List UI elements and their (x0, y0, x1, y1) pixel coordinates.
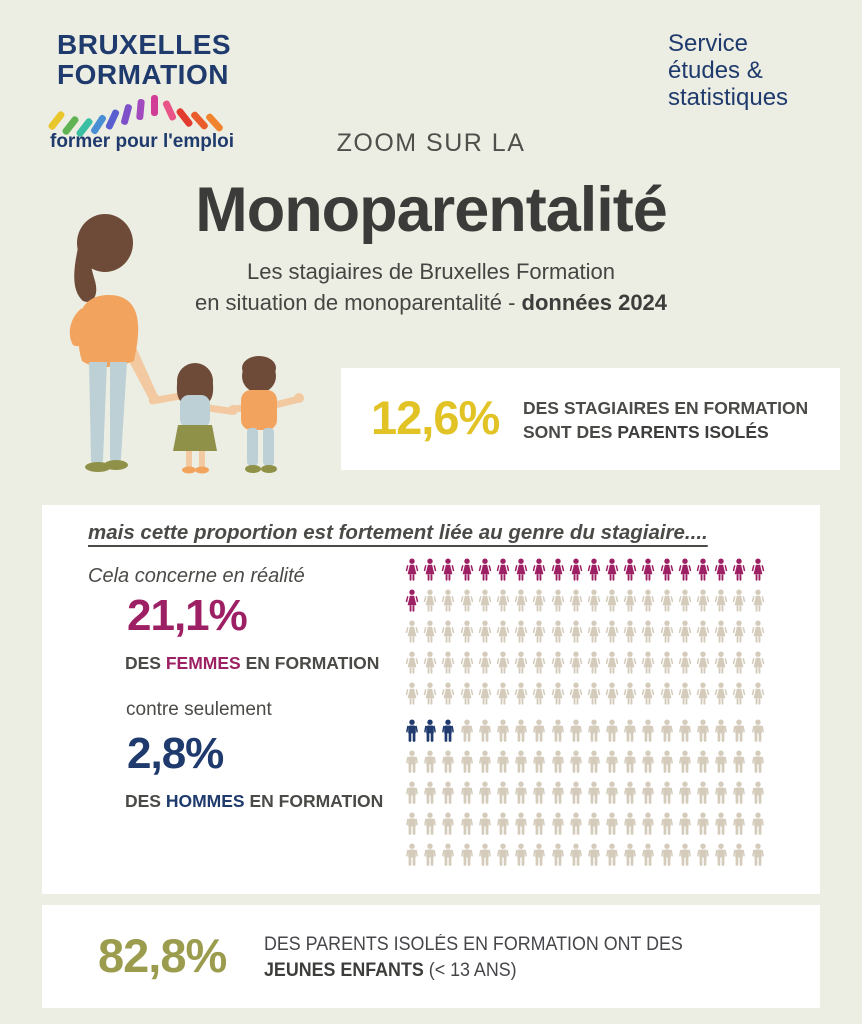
woman-icon (532, 557, 550, 588)
man-icon (514, 811, 532, 842)
woman-icon (660, 619, 678, 650)
brand-dash-icon (105, 109, 120, 131)
man-icon (678, 780, 696, 811)
man-icon (641, 749, 659, 780)
man-icon (569, 780, 587, 811)
woman-icon (514, 619, 532, 650)
woman-icon (478, 619, 496, 650)
man-icon (732, 749, 750, 780)
woman-icon (678, 588, 696, 619)
woman-icon (660, 650, 678, 681)
woman-icon (623, 681, 641, 712)
man-icon (460, 718, 478, 749)
man-icon (587, 718, 605, 749)
woman-icon (405, 619, 423, 650)
man-icon (478, 780, 496, 811)
woman-icon (532, 588, 550, 619)
man-icon (532, 780, 550, 811)
man-icon (478, 842, 496, 873)
woman-icon (660, 681, 678, 712)
man-icon (751, 780, 769, 811)
woman-icon (423, 557, 441, 588)
woman-icon (587, 588, 605, 619)
stat-overall-value: 12,6% (371, 391, 500, 444)
woman-icon (514, 681, 532, 712)
woman-icon (496, 588, 514, 619)
man-icon (551, 842, 569, 873)
mother-figure (70, 214, 159, 472)
man-icon (605, 718, 623, 749)
man-icon (423, 718, 441, 749)
man-icon (569, 811, 587, 842)
woman-icon (423, 619, 441, 650)
man-icon (623, 842, 641, 873)
brand-dash-icon (162, 100, 177, 122)
man-icon (496, 811, 514, 842)
man-icon (405, 718, 423, 749)
woman-icon (460, 588, 478, 619)
stat-overall-label: DES STAGIAIRES EN FORMATION SONT DES PARENTS ISOLÉS (523, 398, 809, 442)
man-icon (478, 811, 496, 842)
man-icon (532, 718, 550, 749)
man-icon (696, 811, 714, 842)
girl-figure (148, 363, 238, 474)
man-icon (514, 780, 532, 811)
woman-icon (641, 588, 659, 619)
stat-children-label: DES PARENTS ISOLÉS EN FORMATION ONT DES JEUNES ENFANTS (< 13 ANS) (264, 934, 683, 981)
man-icon (678, 749, 696, 780)
woman-icon (441, 619, 459, 650)
woman-icon (696, 681, 714, 712)
man-icon (532, 749, 550, 780)
man-icon (714, 811, 732, 842)
male-stat-label: DES HOMMES EN FORMATION (125, 791, 384, 811)
woman-icon (551, 557, 569, 588)
man-icon (478, 718, 496, 749)
female-stat-label: DES FEMMES EN FORMATION (125, 653, 380, 673)
man-icon (696, 780, 714, 811)
woman-icon (696, 650, 714, 681)
man-icon (732, 718, 750, 749)
woman-icon (678, 619, 696, 650)
man-icon (732, 811, 750, 842)
woman-icon (532, 619, 550, 650)
single-parent-family-illustration (45, 198, 313, 483)
service-label (668, 30, 788, 111)
woman-icon (460, 650, 478, 681)
woman-icon (751, 650, 769, 681)
woman-icon (751, 557, 769, 588)
woman-icon (605, 557, 623, 588)
woman-icon (478, 650, 496, 681)
man-icon (678, 811, 696, 842)
man-icon (751, 842, 769, 873)
woman-icon (551, 588, 569, 619)
man-icon (732, 842, 750, 873)
brand-dash-icon (151, 95, 158, 116)
man-icon (605, 780, 623, 811)
woman-icon (641, 557, 659, 588)
woman-icon (478, 681, 496, 712)
brand-dash-icon (175, 107, 193, 128)
man-icon (660, 780, 678, 811)
woman-icon (551, 650, 569, 681)
man-icon (551, 780, 569, 811)
woman-icon (496, 557, 514, 588)
woman-icon (660, 588, 678, 619)
man-icon (423, 780, 441, 811)
man-icon (460, 749, 478, 780)
woman-icon (441, 681, 459, 712)
woman-icon (587, 681, 605, 712)
woman-icon (569, 650, 587, 681)
man-icon (751, 718, 769, 749)
woman-icon (732, 681, 750, 712)
woman-icon (623, 588, 641, 619)
woman-icon (405, 557, 423, 588)
page-title: Monoparentalité (195, 175, 667, 245)
subtitle-line2: en situation de monoparentalité - données 2024 (194, 290, 668, 315)
man-icon (405, 749, 423, 780)
man-icon (587, 842, 605, 873)
woman-icon (696, 619, 714, 650)
man-icon (405, 780, 423, 811)
woman-icon (532, 650, 550, 681)
man-icon (441, 842, 459, 873)
man-icon (514, 718, 532, 749)
man-icon (441, 749, 459, 780)
brand-dash-icon (190, 110, 209, 130)
man-icon (751, 749, 769, 780)
man-icon (623, 749, 641, 780)
woman-icon (569, 588, 587, 619)
man-icon (532, 842, 550, 873)
man-icon (587, 811, 605, 842)
woman-icon (678, 681, 696, 712)
man-icon (641, 718, 659, 749)
man-icon (623, 811, 641, 842)
woman-icon (678, 650, 696, 681)
woman-icon (623, 650, 641, 681)
brand-tagline: former pour l'emploi (50, 131, 234, 152)
woman-icon (587, 557, 605, 588)
man-icon (623, 780, 641, 811)
man-icon (460, 842, 478, 873)
man-icon (441, 780, 459, 811)
woman-icon (660, 557, 678, 588)
man-icon (605, 811, 623, 842)
woman-icon (732, 650, 750, 681)
man-icon (714, 780, 732, 811)
man-icon (569, 842, 587, 873)
woman-icon (569, 557, 587, 588)
man-icon (641, 811, 659, 842)
woman-icon (605, 619, 623, 650)
woman-icon (587, 619, 605, 650)
man-icon (751, 811, 769, 842)
woman-icon (714, 619, 732, 650)
woman-icon (460, 619, 478, 650)
brand-logo (57, 30, 231, 90)
woman-icon (714, 650, 732, 681)
man-icon (514, 842, 532, 873)
man-icon (441, 718, 459, 749)
man-icon (569, 749, 587, 780)
female-stat-value: 21,1% (127, 591, 247, 640)
woman-icon (696, 557, 714, 588)
man-icon (569, 718, 587, 749)
man-icon (551, 811, 569, 842)
brand-dash-icon (136, 99, 145, 121)
kicker-text: ZOOM SUR LA (336, 129, 526, 157)
gender-panel-heading: mais cette proportion est fortement liée au genre du stagiaire.... (88, 521, 708, 544)
woman-icon (478, 588, 496, 619)
man-icon (551, 718, 569, 749)
woman-icon (641, 681, 659, 712)
man-icon (678, 718, 696, 749)
man-icon (496, 842, 514, 873)
woman-icon (714, 557, 732, 588)
woman-icon (405, 681, 423, 712)
woman-icon (460, 681, 478, 712)
woman-icon (569, 619, 587, 650)
man-icon (660, 811, 678, 842)
man-icon (423, 749, 441, 780)
woman-icon (714, 681, 732, 712)
man-icon (641, 780, 659, 811)
woman-icon (641, 650, 659, 681)
man-icon (696, 842, 714, 873)
man-icon (587, 780, 605, 811)
woman-icon (732, 619, 750, 650)
service-line3: statistiques (668, 84, 789, 111)
woman-icon (623, 619, 641, 650)
man-icon (587, 749, 605, 780)
man-icon (423, 842, 441, 873)
woman-icon (423, 681, 441, 712)
woman-icon (605, 650, 623, 681)
woman-icon (714, 588, 732, 619)
woman-icon (696, 588, 714, 619)
service-line1: Service (668, 30, 749, 57)
man-icon (496, 718, 514, 749)
woman-icon (605, 681, 623, 712)
woman-icon (441, 588, 459, 619)
woman-icon (551, 681, 569, 712)
man-icon (460, 780, 478, 811)
service-line2: études & (668, 57, 763, 84)
stat-children-value: 82,8% (98, 929, 227, 982)
man-icon (660, 842, 678, 873)
woman-icon (423, 588, 441, 619)
woman-icon (751, 619, 769, 650)
man-icon (732, 780, 750, 811)
woman-icon (751, 588, 769, 619)
woman-icon (514, 650, 532, 681)
man-icon (496, 749, 514, 780)
woman-icon (641, 619, 659, 650)
boy-figure (229, 356, 304, 473)
man-icon (660, 718, 678, 749)
man-icon (551, 749, 569, 780)
man-icon (405, 842, 423, 873)
gender-panel (42, 505, 820, 894)
woman-icon (732, 557, 750, 588)
woman-icon (751, 681, 769, 712)
woman-icon (732, 588, 750, 619)
man-icon (405, 811, 423, 842)
woman-icon (405, 650, 423, 681)
man-icon (514, 749, 532, 780)
man-icon (532, 811, 550, 842)
woman-icon (423, 650, 441, 681)
man-icon (696, 718, 714, 749)
woman-icon (514, 588, 532, 619)
subtitle-line1: Les stagiaires de Bruxelles Formation (246, 259, 616, 284)
male-stat-value: 2,8% (127, 729, 224, 778)
woman-icon (478, 557, 496, 588)
woman-icon (551, 619, 569, 650)
woman-icon (460, 557, 478, 588)
stat-overall-card (341, 368, 840, 470)
woman-icon (623, 557, 641, 588)
man-icon (623, 718, 641, 749)
woman-icon (441, 650, 459, 681)
man-icon (496, 780, 514, 811)
man-icon (460, 811, 478, 842)
woman-icon (569, 681, 587, 712)
brand-name-line1: BRUXELLES (57, 29, 232, 60)
man-icon (441, 811, 459, 842)
brand-dash-icon (120, 103, 132, 125)
woman-icon (532, 681, 550, 712)
man-icon (641, 842, 659, 873)
woman-icon (496, 619, 514, 650)
woman-icon (496, 650, 514, 681)
stat-children-card (42, 905, 820, 1008)
man-icon (714, 718, 732, 749)
brand-color-dashes-icon (53, 92, 228, 134)
man-icon (714, 749, 732, 780)
man-icon (605, 749, 623, 780)
woman-icon (587, 650, 605, 681)
connector-text: contre seulement (126, 699, 272, 720)
female-pictogram-grid (405, 557, 769, 712)
man-icon (423, 811, 441, 842)
man-icon (660, 749, 678, 780)
woman-icon (678, 557, 696, 588)
man-icon (605, 842, 623, 873)
man-icon (696, 749, 714, 780)
woman-icon (441, 557, 459, 588)
male-pictogram-grid (405, 718, 769, 873)
woman-icon (496, 681, 514, 712)
man-icon (714, 842, 732, 873)
man-icon (478, 749, 496, 780)
woman-icon (605, 588, 623, 619)
woman-icon (514, 557, 532, 588)
man-icon (678, 842, 696, 873)
woman-icon (405, 588, 423, 619)
gender-panel-intro: Cela concerne en réalité (88, 565, 305, 587)
brand-name-line2: FORMATION (57, 59, 229, 90)
